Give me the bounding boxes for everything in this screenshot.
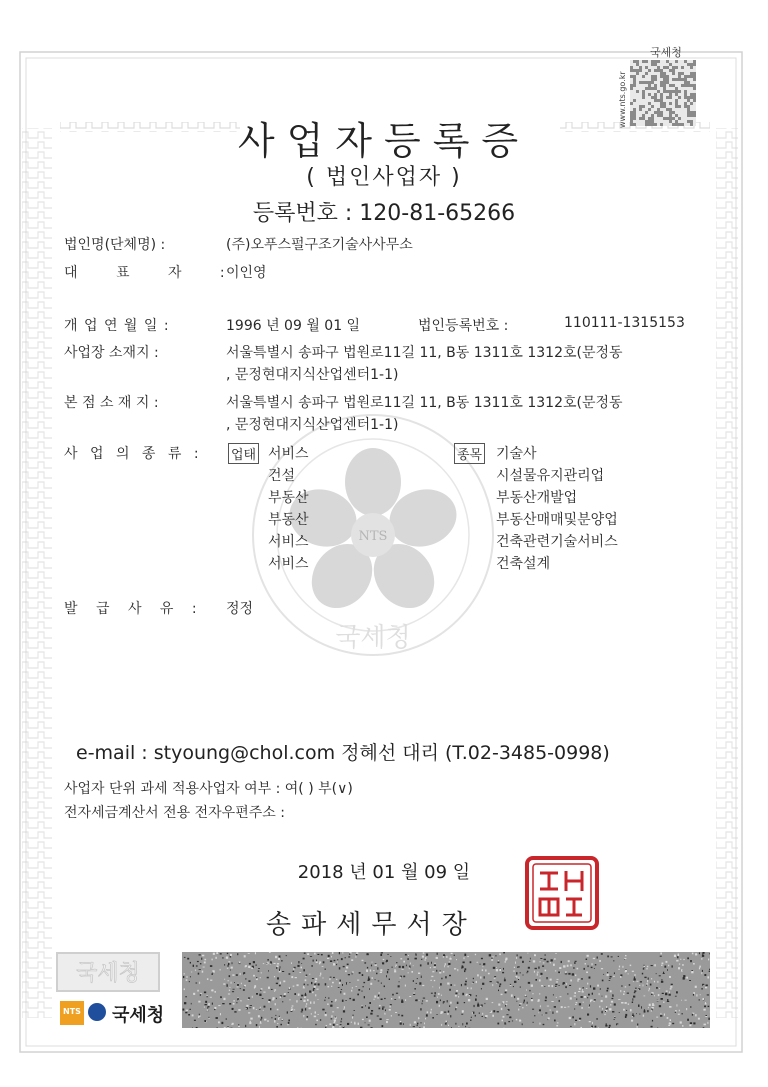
item-2: 시설물유지관리업 — [496, 468, 605, 484]
item-header: 종목 — [454, 443, 485, 464]
item-1: 기술사 — [496, 446, 537, 462]
corp-reg-label: 법인등록번호 : — [418, 318, 509, 334]
category-5: 서비스 — [268, 534, 309, 550]
contact-line: e-mail : styoung@chol.com 정혜선 대리 (T.02-3485-0998) — [76, 742, 610, 764]
opening-date: 1996 년 09 월 01 일 — [226, 318, 361, 334]
category-4: 부동산 — [268, 512, 309, 528]
nts-logo-emblem — [88, 1003, 106, 1021]
category-header: 업태 — [228, 443, 259, 464]
business-address-label: 사업장 소재지 : — [64, 345, 159, 361]
nts-qr-label: 국세청 — [650, 46, 682, 59]
ceo-name: 이인영 — [226, 265, 267, 281]
nts-logo-text: 국세청 — [112, 1005, 165, 1026]
registration-number-line — [0, 196, 768, 227]
business-address-line2: , 문정현대지식산업센터1-1) — [226, 367, 399, 383]
document-title: 사업자등록증 — [237, 119, 531, 163]
item-6: 건축설계 — [496, 556, 551, 572]
tax-office-name: 송파세무서장 — [266, 910, 477, 940]
item-3: 부동산개발업 — [496, 490, 578, 506]
nts-logo-badge — [60, 1001, 84, 1025]
registration-number-label: 등록번호 : — [252, 201, 353, 226]
watermark-text: 국세청 — [335, 623, 411, 653]
category-6: 서비스 — [268, 556, 309, 572]
nts-emboss-stamp — [56, 952, 160, 992]
hq-address-line2: , 문정현대지식산업센터1-1) — [226, 417, 399, 433]
official-seal — [524, 855, 600, 931]
tax-unit-line: 사업자 단위 과세 적용사업자 여부 : 여( ) 부(∨) — [64, 781, 353, 797]
issue-reason: 정정 — [226, 601, 254, 617]
document-subtitle: ( 법인사업자 ) — [306, 165, 462, 190]
category-2: 건설 — [268, 468, 296, 484]
hq-address-label: 본 점 소 재 지 : — [64, 395, 159, 411]
item-5: 건축관련기술서비스 — [496, 534, 618, 550]
corp-name: (주)오푸스펄구조기술사사무소 — [226, 237, 413, 253]
category-1: 서비스 — [268, 446, 309, 462]
registration-number: 120-81-65266 — [359, 201, 516, 226]
corp-reg-number: 110111-1315153 — [564, 315, 685, 331]
qr-url: www.nts.go.kr — [618, 71, 627, 128]
opening-date-label: 개 업 연 월 일 : — [64, 318, 169, 334]
ceo-label: 대 표 자 : — [64, 265, 225, 281]
business-type-label: 사 업 의 종 류 : — [64, 446, 199, 462]
business-address-line1: 서울특별시 송파구 법원로11길 11, B동 1311호 1312호(문정동 — [226, 345, 623, 361]
corp-name-label: 법인명(단체명) : — [64, 237, 166, 253]
issue-reason-label: 발 급 사 유 : — [64, 601, 197, 617]
hq-address-line1: 서울특별시 송파구 법원로11길 11, B동 1311호 1312호(문정동 — [226, 395, 623, 411]
einvoice-email-line: 전자세금계산서 전용 전자우편주소 : — [64, 805, 285, 821]
category-3: 부동산 — [268, 490, 309, 506]
issue-date: 2018 년 01 월 09 일 — [297, 862, 471, 883]
nts-logo-badge-text: NTS — [63, 1007, 81, 1016]
watermark-center-text: NTS — [358, 529, 388, 544]
nts-stamp-text: 국세청 — [76, 961, 140, 986]
item-4: 부동산매매및분양업 — [496, 512, 618, 528]
security-noise-strip — [182, 952, 710, 1028]
